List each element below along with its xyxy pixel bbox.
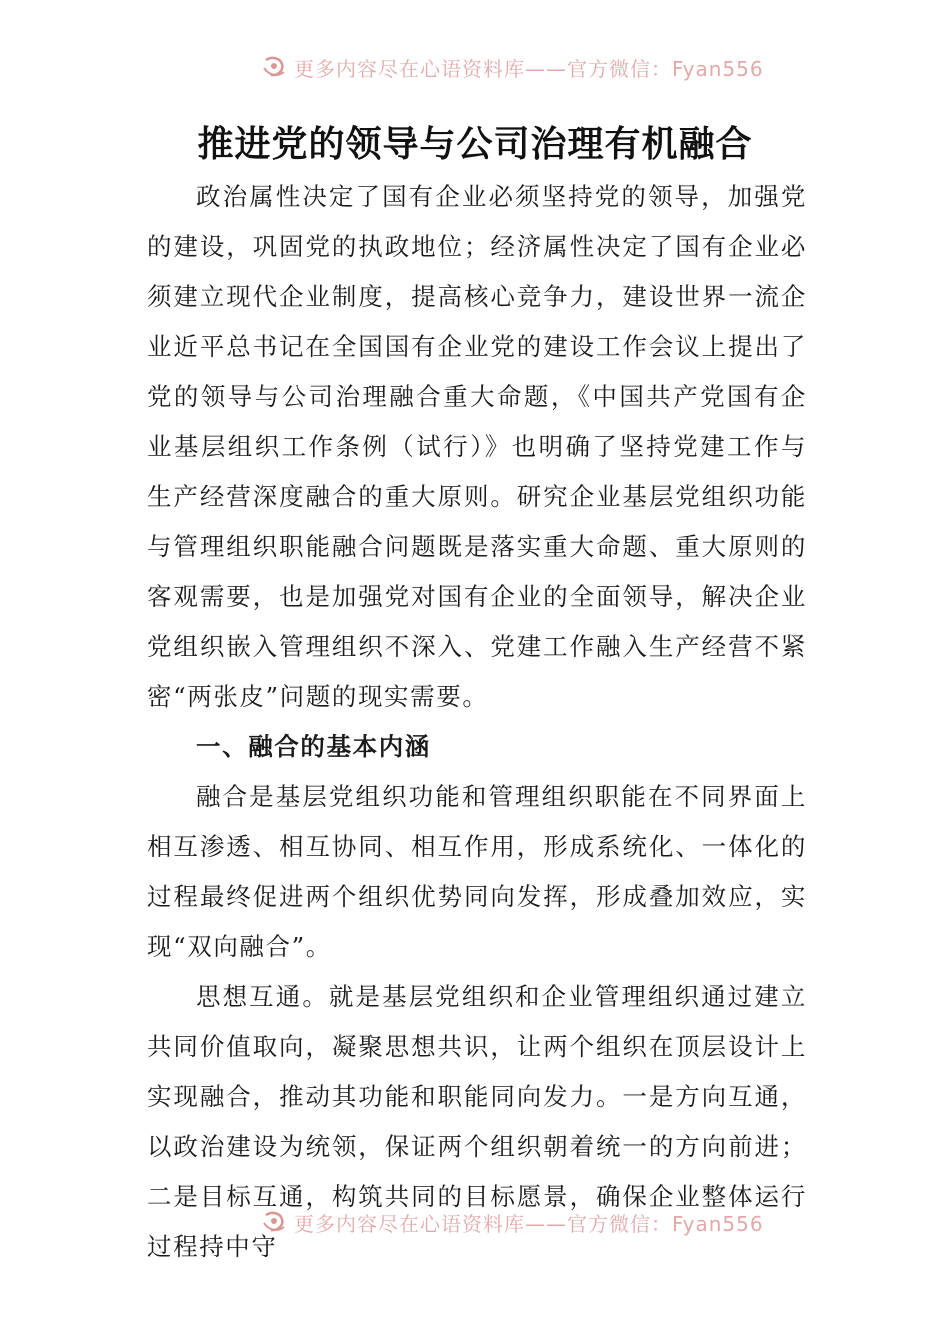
- watermark-logo-icon: [262, 1209, 288, 1235]
- watermark-text: 更多内容尽在心语资料库——官方微信：Fyan556: [294, 56, 764, 81]
- watermark-logo-icon: [262, 54, 288, 80]
- paragraph-thought-connection: 思想互通。就是基层党组织和企业管理组织通过建立共同价值取向，凝聚思想共识，让两个组织在顶层设计上实现融合，推动其功能和职能同向发力。一是方向互通，以政治建设为统领，保证两个组织朝着统一的方向前进；二是目标互通，构筑共同的目标愿景，确保企业整体运行过程持中守: [147, 982, 807, 1261]
- paragraph-intro: 政治属性决定了国有企业必须坚持党的领导，加强党的建设，巩固党的执政地位；经济属性决定了国有企业必须建立现代企业制度，提高核心竞争力，建设世界一流企业近平总书记在全国国有企业党的建设工作会议上提出了党的领导与公司治理融合重大命题，《中国共产党国有企业基层组织工作条例（试行）》也明确了坚持党建工作与生产经营深度融合的重大原则。研究企业基层党组织功能与管理组织职能融合问题既是落实重大命题、重大原则的客观需要，也是加强党对国有企业的全面领导，解决企业党组织嵌入管理组织不深入、党建工作融入生产经营不紧密“两张皮”问题的现实需要。: [147, 182, 807, 711]
- section-heading: 一、融合的基本内涵: [196, 732, 431, 761]
- paragraph-definition: 融合是基层党组织功能和管理组织职能在不同界面上相互渗透、相互协同、相互作用，形成系统化、一体化的过程最终促进两个组织优势同向发挥，形成叠加效应，实现“双向融合”。: [147, 782, 807, 961]
- watermark-top: [262, 52, 764, 82]
- document-title: 推进党的领导与公司治理有机融合: [197, 124, 753, 165]
- document-body: [147, 172, 807, 1272]
- watermark-bottom: [262, 1207, 764, 1237]
- watermark-text: 更多内容尽在心语资料库——官方微信：Fyan556: [294, 1211, 764, 1236]
